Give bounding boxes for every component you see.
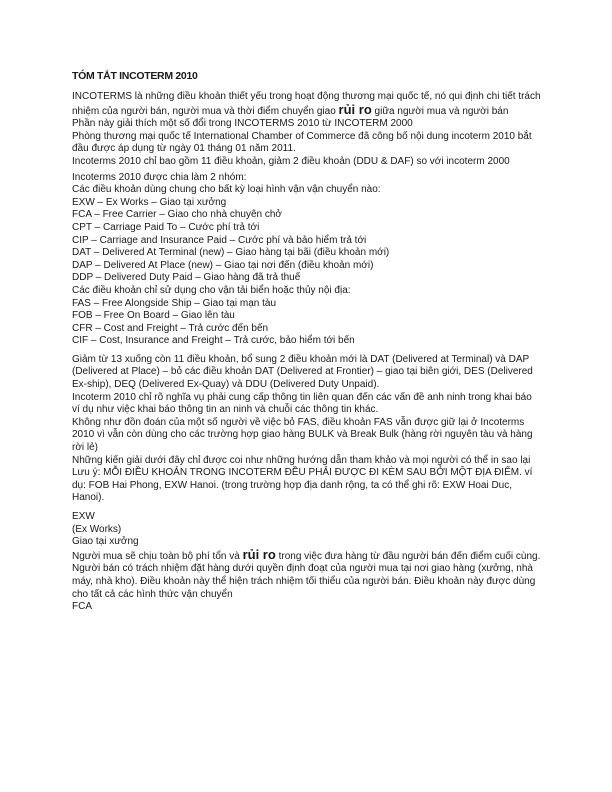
exw-name: (Ex Works) (72, 523, 122, 535)
group1-item: EXW – Ex Works – Giao tại xưởng (72, 196, 227, 208)
document-content (72, 70, 542, 614)
exw-desc-emphasis: rủi ro (242, 546, 276, 562)
intro-text-b: giữa người mua và người bán (371, 105, 509, 117)
group1-item: DAT – Delivered At Terminal (new) – Giao hàng tại bãi (điều khoản mới) (72, 247, 390, 259)
group2-item: CIF – Cost, Insurance and Freight – Trả cước, bảo hiểm tới bến (72, 335, 355, 347)
group2-heading: Các điều khoản chỉ sử dụng cho vận tải biển hoặc thủy nội địa: (72, 284, 351, 296)
terms-paragraph: Incoterms 2010 chỉ bao gồm 11 điều khoản, giảm 2 điều khoản (DDU & DAF) so với incoterm 2000 (72, 155, 510, 167)
exw-code: EXW (72, 511, 95, 522)
exw-desc-b: trong việc đưa hàng từ đầu người bán đến điểm cuối cùng. Người bán có trách nhiệm đặt hàng dưới quyền định đoạt của người mua tại nơi giao hàng (xưởng, nhà máy, nhà kho). Điều khoản này thể hiện trách nhiệm tối thiểu của người bán. Điều khoản này được dùng cho tất cả các hình thức vận chuyển (72, 550, 541, 600)
reference-paragraph: Những kiến giải dưới đây chỉ được coi như những hướng dẫn tham khảo và mọi người có thể in sao lại (72, 454, 531, 466)
group1-item: CIP – Carriage and Insurance Paid – Cước phí và bảo hiểm trả tới (72, 234, 367, 246)
intro-paragraph (72, 91, 542, 118)
icc-paragraph: Phòng thương mại quốc tế International Chamber of Commerce đã công bố nội dung incoterm 2010 bắt đầu được áp dụng từ ngày 01 tháng 01 năm 2011. (72, 130, 532, 155)
group2-item: FAS – Free Alongside Ship – Giao tại mạn tàu (72, 297, 277, 309)
intro-emphasis: rủi ro (338, 101, 372, 117)
group1-heading: Các điều khoản dùng chung cho bất kỳ loại hình vận vận chuyển nào: (72, 184, 381, 196)
exw-description (72, 546, 542, 601)
fca-code: FCA (72, 601, 92, 613)
group1-item: CPT – Carriage Paid To – Cước phí trả tới (72, 221, 260, 233)
group1-item: FCA – Free Carrier – Giao cho nhà chuyên chở (72, 209, 282, 221)
group2-item: FOB – Free On Board – Giao lên tàu (72, 310, 235, 322)
group1-item: DDP – Delivered Duty Paid – Giao hàng đã trả thuế (72, 272, 301, 284)
exw-vn: Giao tại xưởng (72, 536, 139, 548)
group2-item: CFR – Cost and Freight – Trả cước đến bến (72, 322, 269, 334)
note-paragraph: Lưu ý: MỖI ĐIỀU KHOẢN TRONG INCOTERM ĐỀU PHẢI ĐƯỢC ĐI KÈM SAU BỞI MỘT ĐỊA ĐIỂM. ví dụ: FOB Hai Phong, EXW Hanoi. (trong trường hợp địa danh rộng, ta có thể ghi rõ: EXW Hoai Duc, Hanoi). (72, 467, 533, 504)
document-title: TÓM TẮT INCOTERM 2010 (72, 70, 198, 82)
groups-paragraph: Incoterms 2010 được chia làm 2 nhóm: (72, 171, 247, 183)
fas-paragraph: Không như đồn đoán của một số người về việc bỏ FAS, điều khoản FAS vẫn được giữ lại ở Incoterms 2010 vì vẫn còn dùng cho các trường hợp giao hàng BULK và Break Bulk (hàng rời nguyên tàu và hàng rời lẻ) (72, 416, 533, 454)
reduce-paragraph: Giảm từ 13 xuống còn 11 điều khoản, bổ sung 2 điều khoản mới là DAT (Delivered at Terminal) và DAP (Delivered at Place) – bỏ các điều khoản DAT (Delivered at Frontier) – giao tại biên giới, DES (Delivered Ex-ship), DEQ (Delivered Ex-Quay) và DDU (Delivered Duty Unpaid). (72, 353, 533, 391)
intro-text-a: INCOTERMS là những điều khoản thiết yếu trong hoạt động thương mại quốc tế, nó qui định chi tiết trách nhiệm của người bán, người mua và thời điểm chuyển giao (72, 91, 541, 117)
obligation-paragraph: Incoterm 2010 chỉ rõ nghĩa vụ phải cung cấp thông tin liên quan đến các vấn đề anh ninh trong khai báo ví dụ như việc khai báo thông tin an ninh và chuỗi các thông tin khác. (72, 391, 532, 416)
explain-paragraph: Phần này giải thích một số đổi trong INCOTERMS 2010 từ INCOTERM 2000 (72, 118, 413, 130)
exw-desc-a: Người mua sẽ chịu toàn bộ phí tổn và (72, 550, 243, 562)
group1-item: DAP – Delivered At Place (new) – Giao tại nơi đến (điều khoản mới) (72, 259, 374, 271)
